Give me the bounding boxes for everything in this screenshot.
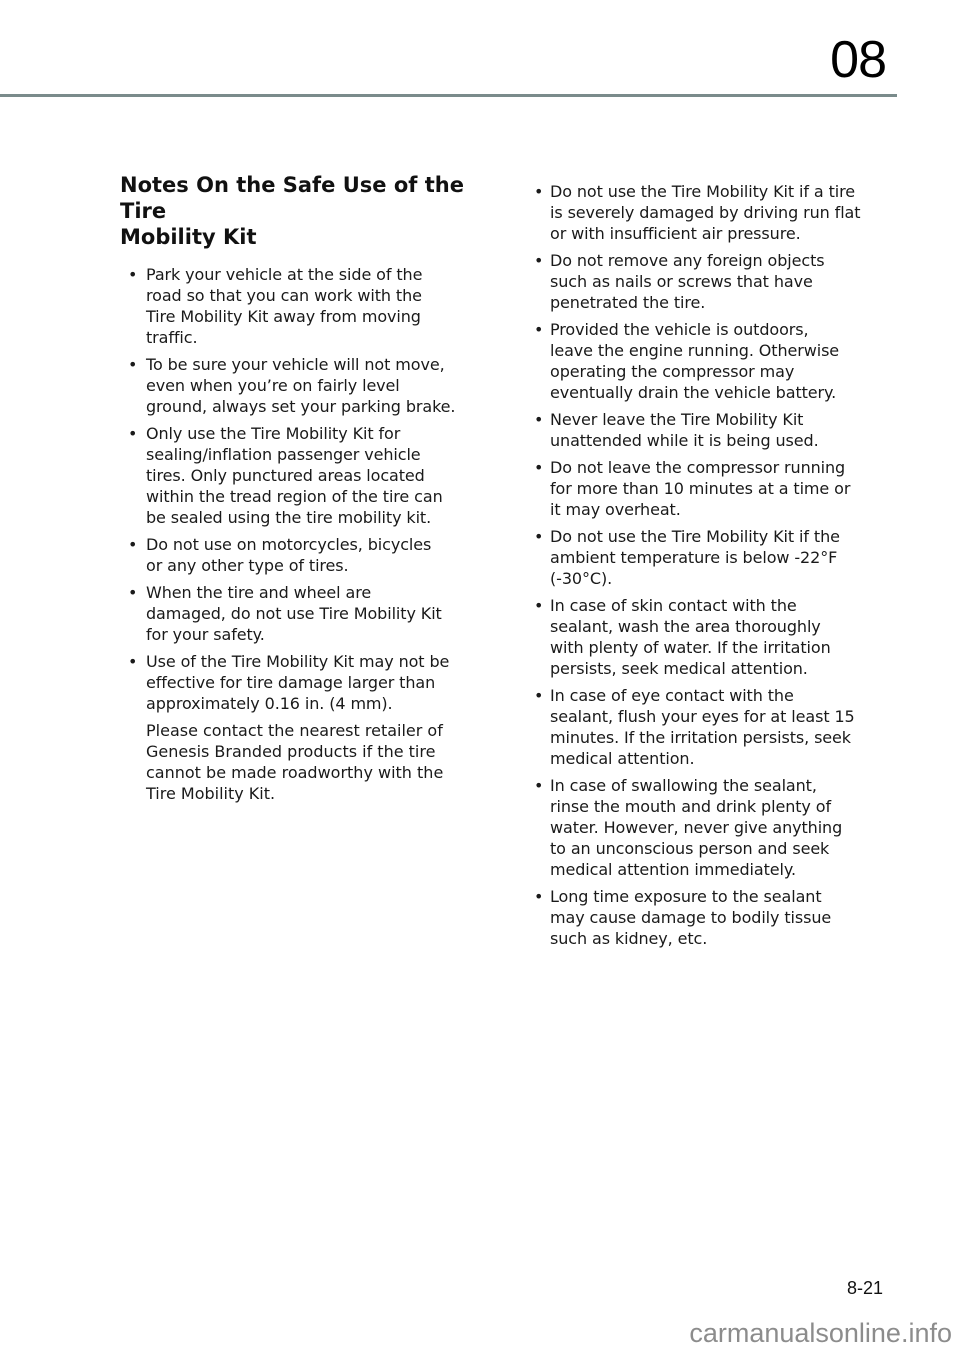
bullet-icon: •	[128, 355, 138, 374]
list-item-text: Only use the Tire Mobility Kit for sealing/inflation passenger vehicle tires. Only punctured areas located within the tread region of the tire can be sealed using the tire mobility kit.	[146, 424, 443, 527]
bullet-icon: •	[534, 887, 544, 906]
list-item-text: In case of eye contact with the sealant, flush your eyes for at least 15 minutes. If the irritation persists, seek medical attention.	[550, 686, 855, 768]
page-number: 8-21	[846, 1278, 883, 1298]
bullet-icon: •	[128, 652, 138, 671]
list-item	[528, 319, 898, 403]
list-item	[120, 582, 490, 645]
list-item	[120, 423, 490, 528]
list-item-text: Do not leave the compressor running for more than 10 minutes at a time or it may overheat.	[550, 458, 851, 519]
bullet-icon: •	[128, 535, 138, 554]
list-item-text: Provided the vehicle is outdoors, leave the engine running. Otherwise operating the compressor may eventually drain the vehicle battery.	[550, 320, 840, 402]
list-item	[528, 595, 898, 679]
list-item-text: Do not remove any foreign objects such as nails or screws that have penetrated the tire.	[550, 251, 825, 312]
bullet-icon: •	[534, 527, 544, 546]
bullet-icon: •	[128, 424, 138, 443]
bullet-icon: •	[534, 686, 544, 705]
bullet-icon: •	[534, 320, 544, 339]
right-column	[528, 181, 898, 955]
bullet-icon: •	[128, 583, 138, 602]
list-item-text: Do not use the Tire Mobility Kit if the ambient temperature is below -22°F (-30°C).	[550, 527, 840, 588]
list-item-text: When the tire and wheel are damaged, do not use Tire Mobility Kit for your safety.	[146, 583, 442, 644]
list-item-text: Do not use the Tire Mobility Kit if a tire is severely damaged by driving run flat or with insufficient air pressure.	[550, 182, 861, 243]
left-column	[120, 172, 490, 804]
list-item-text: Use of the Tire Mobility Kit may not be effective for tire damage larger than approximately 0.16 in. (4 mm).	[146, 652, 450, 713]
header-divider	[0, 94, 897, 97]
list-item	[120, 651, 490, 714]
list-item-text: In case of swallowing the sealant, rinse the mouth and drink plenty of water. However, never give anything to an unconscious person and seek medical attention immediately.	[550, 776, 843, 879]
list-item-text: Do not use on motorcycles, bicycles or any other type of tires.	[146, 535, 432, 575]
list-item	[120, 264, 490, 348]
bullet-icon: •	[534, 410, 544, 429]
list-item	[528, 181, 898, 244]
list-item	[120, 534, 490, 576]
list-item-text: Never leave the Tire Mobility Kit unattended while it is being used.	[550, 410, 819, 450]
list-item-text: To be sure your vehicle will not move, even when you’re on fairly level ground, always set your parking brake.	[146, 355, 456, 416]
bullet-icon: •	[128, 265, 138, 284]
list-item-text: In case of skin contact with the sealant, wash the area thoroughly with plenty of water. If the irritation persists, seek medical attention.	[550, 596, 831, 678]
bullet-icon: •	[534, 251, 544, 270]
watermark: carmanualsonline.info	[689, 1318, 952, 1348]
list-item-text: Park your vehicle at the side of the road so that you can work with the Tire Mobility Kit away from moving traffic.	[146, 265, 423, 347]
list-item	[528, 886, 898, 949]
list-item	[528, 457, 898, 520]
bullet-icon: •	[534, 776, 544, 795]
list-item-text: Long time exposure to the sealant may cause damage to bodily tissue such as kidney, etc.	[550, 887, 832, 948]
bullet-icon: •	[534, 458, 544, 477]
list-item	[528, 250, 898, 313]
list-item	[528, 685, 898, 769]
list-item	[528, 775, 898, 880]
bullet-icon: •	[534, 596, 544, 615]
list-item	[528, 409, 898, 451]
list-item	[120, 354, 490, 417]
chapter-number: 08	[830, 31, 886, 89]
note-paragraph: Please contact the nearest retailer of Genesis Branded products if the tire cannot be made roadworthy with the Tire Mobility Kit.	[146, 721, 444, 803]
list-item	[528, 526, 898, 589]
bullet-icon: •	[534, 182, 544, 201]
section-title: Notes On the Safe Use of the Tire Mobility Kit	[120, 173, 464, 249]
